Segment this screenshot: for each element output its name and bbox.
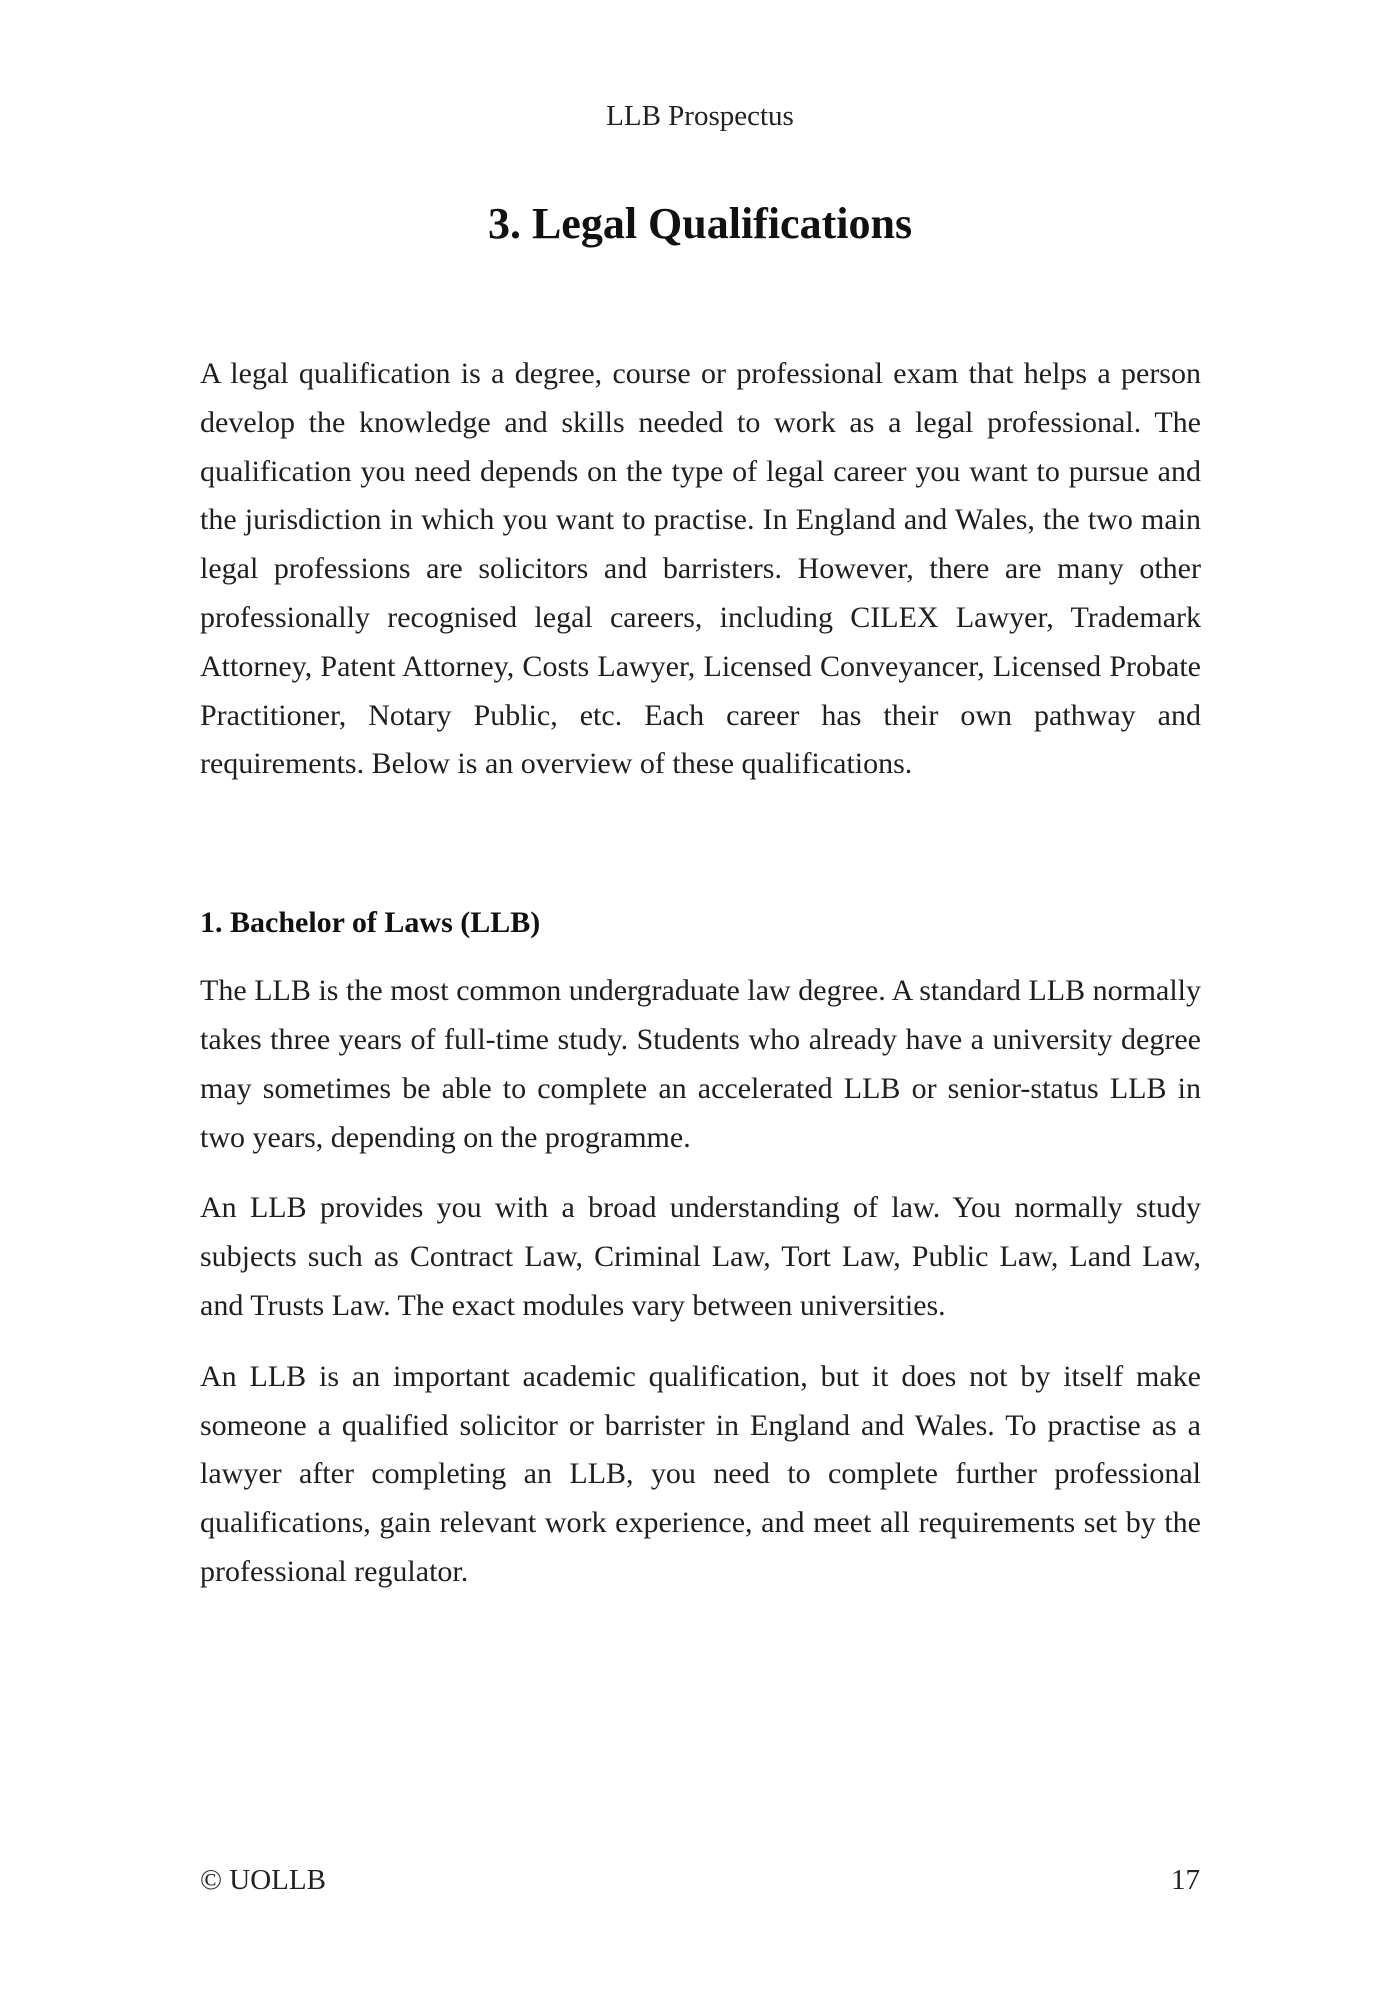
footer-copyright: © UOLLB	[200, 1864, 326, 1896]
intro-paragraph: A legal qualification is a degree, course or professional exam that helps a person develop the knowledge and skills needed to work as a legal professional. The qualification you need depends on the type of legal career you want to pursue and the jurisdiction in which you want to practise. In England and Wales, the two main legal professions are solicitors and barristers. However, there are many other professionally recognised legal careers, including CILEX Lawyer, Trademark Attorney, Patent Attorney, Costs Lawyer, Licensed Conveyancer, Licensed Probate Practitioner, Notary Public, etc. Each career has their own pathway and requirements. Below is an overview of these qualifications.	[200, 357, 1201, 781]
section-heading: 1. Bachelor of Laws (LLB)	[200, 906, 541, 940]
section-paragraph-2: An LLB provides you with a broad understanding of law. You normally study subjects such as Contract Law, Criminal Law, Tort Law, Public Law, Land Law, and Trusts Law. The exact modules vary between universities.	[200, 1191, 1201, 1322]
page-number: 17	[1171, 1864, 1200, 1896]
section-paragraph-3: An LLB is an important academic qualification, but it does not by itself make someone a qualified solicitor or barrister in England and Wales. To practise as a lawyer after completing an LLB, you need to complete further professional qualifications, gain relevant work experience, and meet all requirements set by the professional regulator.	[200, 1359, 1201, 1588]
body-content	[200, 350, 1201, 1619]
section-paragraph-1: The LLB is the most common undergraduate law degree. A standard LLB normally takes three years of full-time study. Students who already have a university degree may sometimes be able to complete an accelerated LLB or senior-status LLB in two years, depending on the programme.	[200, 974, 1201, 1154]
chapter-title: 3. Legal Qualifications	[487, 199, 913, 248]
running-header: LLB Prospectus	[606, 100, 794, 132]
